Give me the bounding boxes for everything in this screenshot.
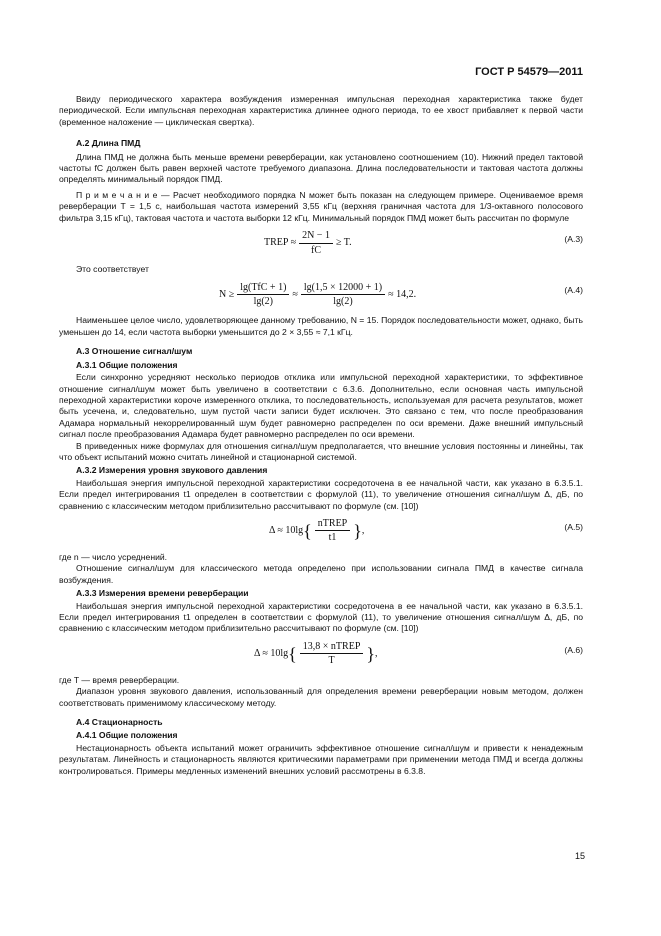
eq-a6-lhs: Δ ≈ 10lg — [254, 648, 289, 660]
subsection-heading-a32: А.3.2 Измерения уровня звукового давления — [76, 465, 268, 476]
eq-a3-fraction — [299, 230, 333, 256]
eq-a5-denominator: t1 — [328, 532, 337, 544]
eq-a5-numerator: nTREP — [315, 518, 350, 531]
eq-a5-lhs: Δ ≈ 10lg — [269, 525, 304, 537]
paragraph-corresponds: Это соответствует — [76, 264, 149, 275]
subsection-heading-a41: А.4.1 Общие положения — [76, 730, 178, 741]
eq-a6-fraction — [300, 641, 364, 667]
eq-a6-denominator: T — [328, 655, 335, 667]
eq-a4-numerator-2: lg(1,5 × 12000 + 1) — [301, 282, 385, 295]
paragraph-a2-1: Длина ПМД не должна быть меньше времени реверберации, как установлено соотношением (10). Нижний предел тактовой частоты fC должен быть равен верхней частоте требуемого диапазона. Длина последовательности и тактовая частота должны определять минимальный порядок ПМД. — [59, 151, 583, 185]
subsection-heading-a31: А.3.1 Общие положения — [76, 359, 178, 370]
paragraph-a33-2: Диапазон уровня звукового давления, использованный для определения времени реверберации новым методом, должен соответствовать применимому классическому методу. — [59, 686, 583, 708]
eq-a5-number: (A.5) — [564, 521, 583, 532]
paragraph-a31-2: В приведенных ниже формулах для отношения сигнал/шум предполагается, что внешние условия постоянны и линейны, так что объект испытаний можно считать линейной и стационарной системой. — [59, 440, 583, 462]
eq-a3-number: (A.3) — [564, 234, 583, 245]
eq-a4-numerator-1: lg(TfC + 1) — [237, 282, 289, 295]
eq-a4-fraction-1 — [237, 282, 289, 308]
eq-a4-lhs: N ≥ — [219, 288, 235, 300]
eq-a3-denominator: fC — [311, 244, 322, 256]
eq-a4-fraction-2 — [301, 282, 385, 308]
eq-a6-number: (A.6) — [564, 644, 583, 655]
section-heading-a3: А.3 Отношение сигнал/шум — [76, 346, 193, 357]
eq-a3-lhs: TREP ≈ — [264, 237, 297, 249]
eq-a5-fraction — [315, 518, 350, 544]
subsection-heading-a33: А.3.3 Измерения времени реверберации — [76, 588, 249, 599]
eq-a4-denominator-2: lg(2) — [333, 295, 353, 307]
document-header: ГОСТ Р 54579—2011 — [475, 66, 583, 78]
paragraph-min-order: Наименьшее целое число, удовлетворяющее данному требованию, N = 15. Порядок последовательности может, однако, быть уменьшен до 14, если частота выборки уменьшится до 2 × 3,55 ≈ 7,1 кГц. — [59, 315, 583, 337]
eq-a4-number: (A.4) — [564, 285, 583, 296]
paragraph-a41-1: Нестационарность объекта испытаний может ограничить эффективное отношение сигнал/шум и привести к ненадежным результатам. Линейность и стационарность являются критическими параметрами при применении метода ПМД и всегда должны контролироваться. Примеры медленных изменений внешних условий рассмотрены в 6.3.8. — [59, 742, 583, 776]
section-heading-a2: А.2 Длина ПМД — [76, 138, 141, 149]
eq-a5-left-brace: { — [303, 520, 312, 541]
equation-a4 — [59, 277, 583, 313]
equation-a6 — [59, 637, 583, 673]
page-number: 15 — [574, 851, 585, 861]
eq-a3-rhs: ≥ T. — [335, 237, 352, 249]
paragraph-a33-1: Наибольшая энергия импульсной переходной характеристики сосредоточена в ее начальной части, как указано в 6.3.5.1. Если предел интегрирования t1 определен в соответствии с формулой (11), то увеличение отношения сигнал/шум Δ, дБ, по сравнению с классическим методом приблизительно рассчитывают по формуле (см. [10]) — [59, 600, 583, 634]
eq-a6-rhs: , — [375, 648, 378, 660]
eq-a5-right-brace: } — [353, 520, 362, 541]
eq-a6-right-brace: } — [366, 643, 376, 664]
paragraph-intro: Ввиду периодического характера возбуждения измеренная импульсная переходная характеристика также будет периодической. Если импульсная переходная характеристика длиннее одного периода, то ее хвост прибавляет к первой части (временное наложение — циклическая свертка). — [59, 94, 583, 127]
eq-a5-rhs: , — [361, 525, 365, 537]
eq-a4-denominator-1: lg(2) — [253, 295, 274, 307]
paragraph-a32-2: Отношение сигнал/шум для классического метода определено при использовании сигнала ПМД в качестве сигнала возбуждения. — [59, 563, 583, 585]
equation-a3 — [59, 226, 583, 262]
eq-a6-left-brace: { — [288, 643, 297, 664]
paragraph-a31-1: Если синхронно усредняют несколько периодов отклика или импульсной переходной характеристики, то эффективное отношение сигнал/шум может быть увеличено в соответствии с 6.3.6. Дополнительно, если основная часть импульсной переходной характеристики короче измеренного отклика, то последовательность, используемая для расчета результатов, может быть усечена, и, следовательно, шум пустой части записи будет исключен. Это связано с тем, что после преобразования Адамара нормальный некоррелированный шум будет равномерно распределен по оси времени. Даже внешний импульсный сигнал после преобразования Адамара будет равномерно распределен по оси времени. — [59, 372, 583, 440]
eq-a4-rhs: ≈ 14,2. — [388, 288, 417, 300]
section-heading-a4: А.4 Стационарность — [76, 717, 163, 728]
paragraph-a32-1: Наибольшая энергия импульсной переходной характеристики сосредоточена в ее начальной части, как указано в 6.3.5.1. Если предел интегрирования t1 определен в соответствии с формулой (11), то увеличение отношения сигнал/шум Δ, дБ, по сравнению с классическим методом приблизительно рассчитывают по формуле (см. [10]) — [59, 477, 583, 511]
eq-a3-numerator: 2N − 1 — [299, 230, 333, 243]
definition-t: где T — время реверберации. — [59, 674, 180, 685]
equation-a5 — [59, 514, 583, 550]
eq-a6-numerator: 13,8 × nTREP — [300, 641, 364, 654]
note-a2: П р и м е ч а н и е — Расчет необходимого порядка N может быть показан на следующем примере. Оцениваемое время реверберации T = 1,5 с, наибольшая частота измерений 3,55 кГц (верхняя граничная частота для 1/3-октавного полосового фильтра 3,15 кГц), тактовая частота и частота выборки 12 кГц. Минимальный порядок ПМД может быть рассчитан по формуле — [59, 189, 583, 223]
eq-a4-approx: ≈ — [292, 288, 298, 300]
document-body — [59, 94, 583, 777]
definition-n: где n — число усреднений. — [59, 551, 168, 562]
